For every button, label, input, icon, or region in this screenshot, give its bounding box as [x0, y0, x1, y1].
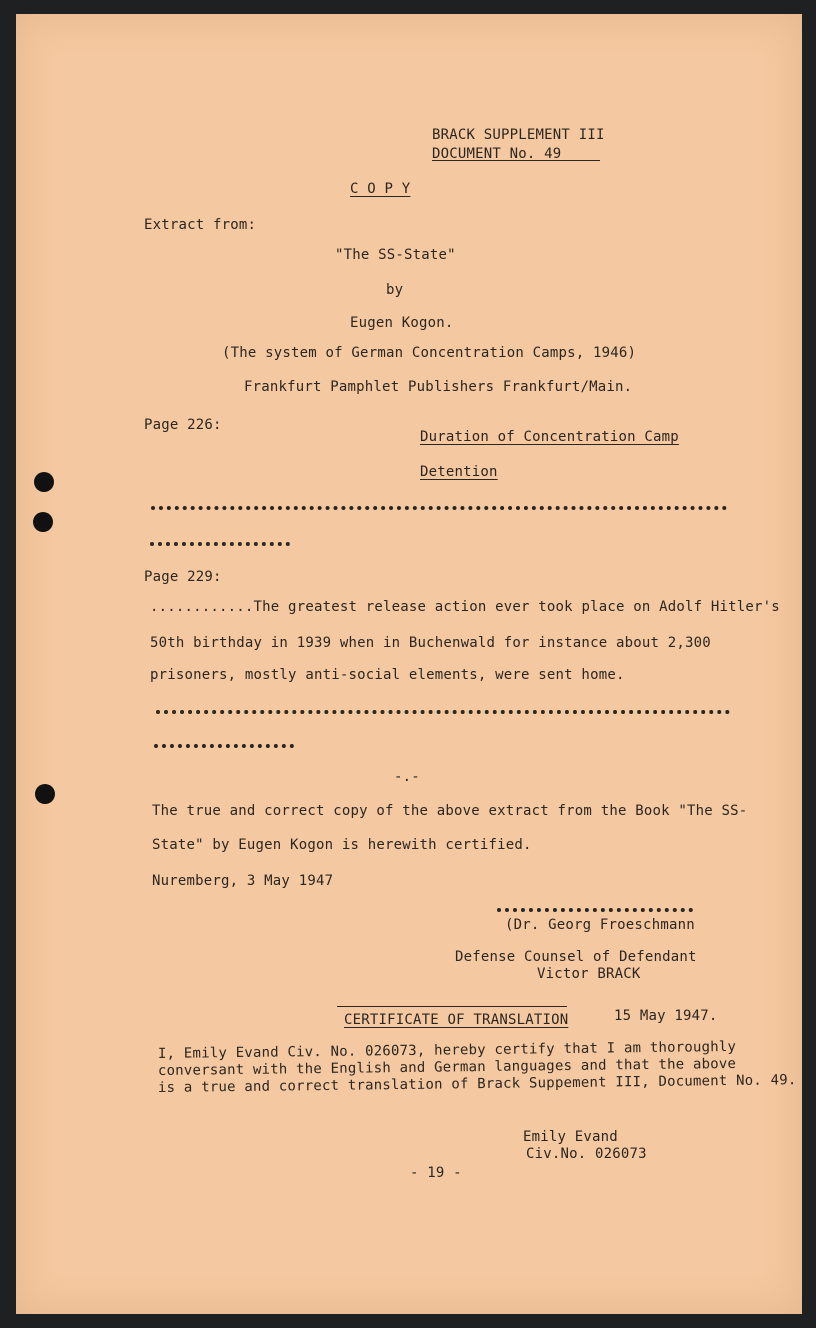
extract-body-line3: prisoners, mostly anti-social elements, were sent home. — [150, 667, 625, 683]
extract-body-line2: 50th birthday in 1939 when in Buchenwald for instance about 2,300 — [150, 635, 711, 651]
book-subtitle: (The system of German Concentration Camps, 1946) — [222, 345, 637, 361]
page-number: - 19 - — [410, 1165, 462, 1181]
certificate-line2: conversant with the English and German languages and that the above — [157, 1055, 737, 1079]
extract-body-line1-dots: ............ — [150, 599, 254, 615]
punch-hole — [33, 512, 53, 532]
translator-name: Emily Evand — [523, 1129, 618, 1145]
ellipsis-dots — [151, 506, 727, 510]
signatory-name: (Dr. Georg Froeschmann — [505, 917, 695, 933]
certificate-heading: CERTIFICATE OF TRANSLATION — [344, 1012, 569, 1028]
certification-line1: The true and correct copy of the above extract from the Book "The SS- — [152, 803, 748, 819]
signatory-defendant: Victor BRACK — [537, 966, 641, 982]
page-reference-229: Page 229: — [144, 569, 222, 585]
copy-label: C O P Y — [350, 181, 411, 197]
section-heading-line1: Duration of Concentration Camp — [420, 429, 679, 445]
certificate-line3: is a true and correct translation of Brack Suppement III, Document No. 49. — [157, 1072, 797, 1096]
signatory-role: Defense Counsel of Defendant — [455, 949, 697, 965]
book-publisher: Frankfurt Pamphlet Publishers Frankfurt/Main. — [244, 379, 633, 395]
document-number: DOCUMENT No. 49 — [432, 146, 562, 162]
extract-intro: Extract from: — [144, 217, 257, 233]
document-page — [16, 14, 802, 1314]
punch-hole — [35, 784, 55, 804]
extract-body-line1 — [150, 600, 780, 614]
page-reference-226: Page 226: — [144, 417, 222, 433]
ellipsis-dots — [156, 710, 730, 714]
certification-place-date: Nuremberg, 3 May 1947 — [152, 873, 334, 889]
book-author: Eugen Kogon. — [350, 315, 454, 331]
certificate-date: 15 May 1947. — [614, 1008, 718, 1024]
translator-civ-number: Civ.No. 026073 — [526, 1146, 647, 1162]
book-title: "The SS-State" — [335, 247, 456, 263]
section-heading-line2: Detention — [420, 464, 498, 480]
certification-line2: State" by Eugen Kogon is herewith certified. — [152, 837, 532, 853]
certificate-line1: I, Emily Evand Civ. No. 026073, hereby certify that I am thoroughly — [157, 1038, 737, 1062]
supplement-label: BRACK SUPPLEMENT III — [432, 127, 605, 143]
certificate-heading-overline — [337, 1006, 567, 1007]
signature-line — [497, 908, 693, 912]
header-underline — [432, 160, 600, 161]
section-separator: -.- — [394, 769, 420, 785]
punch-hole — [34, 472, 54, 492]
extract-body-line1-text: The greatest release action ever took place on Adolf Hitler's — [253, 599, 780, 615]
book-by: by — [386, 282, 404, 298]
ellipsis-dots — [154, 744, 294, 748]
ellipsis-dots — [150, 542, 290, 546]
